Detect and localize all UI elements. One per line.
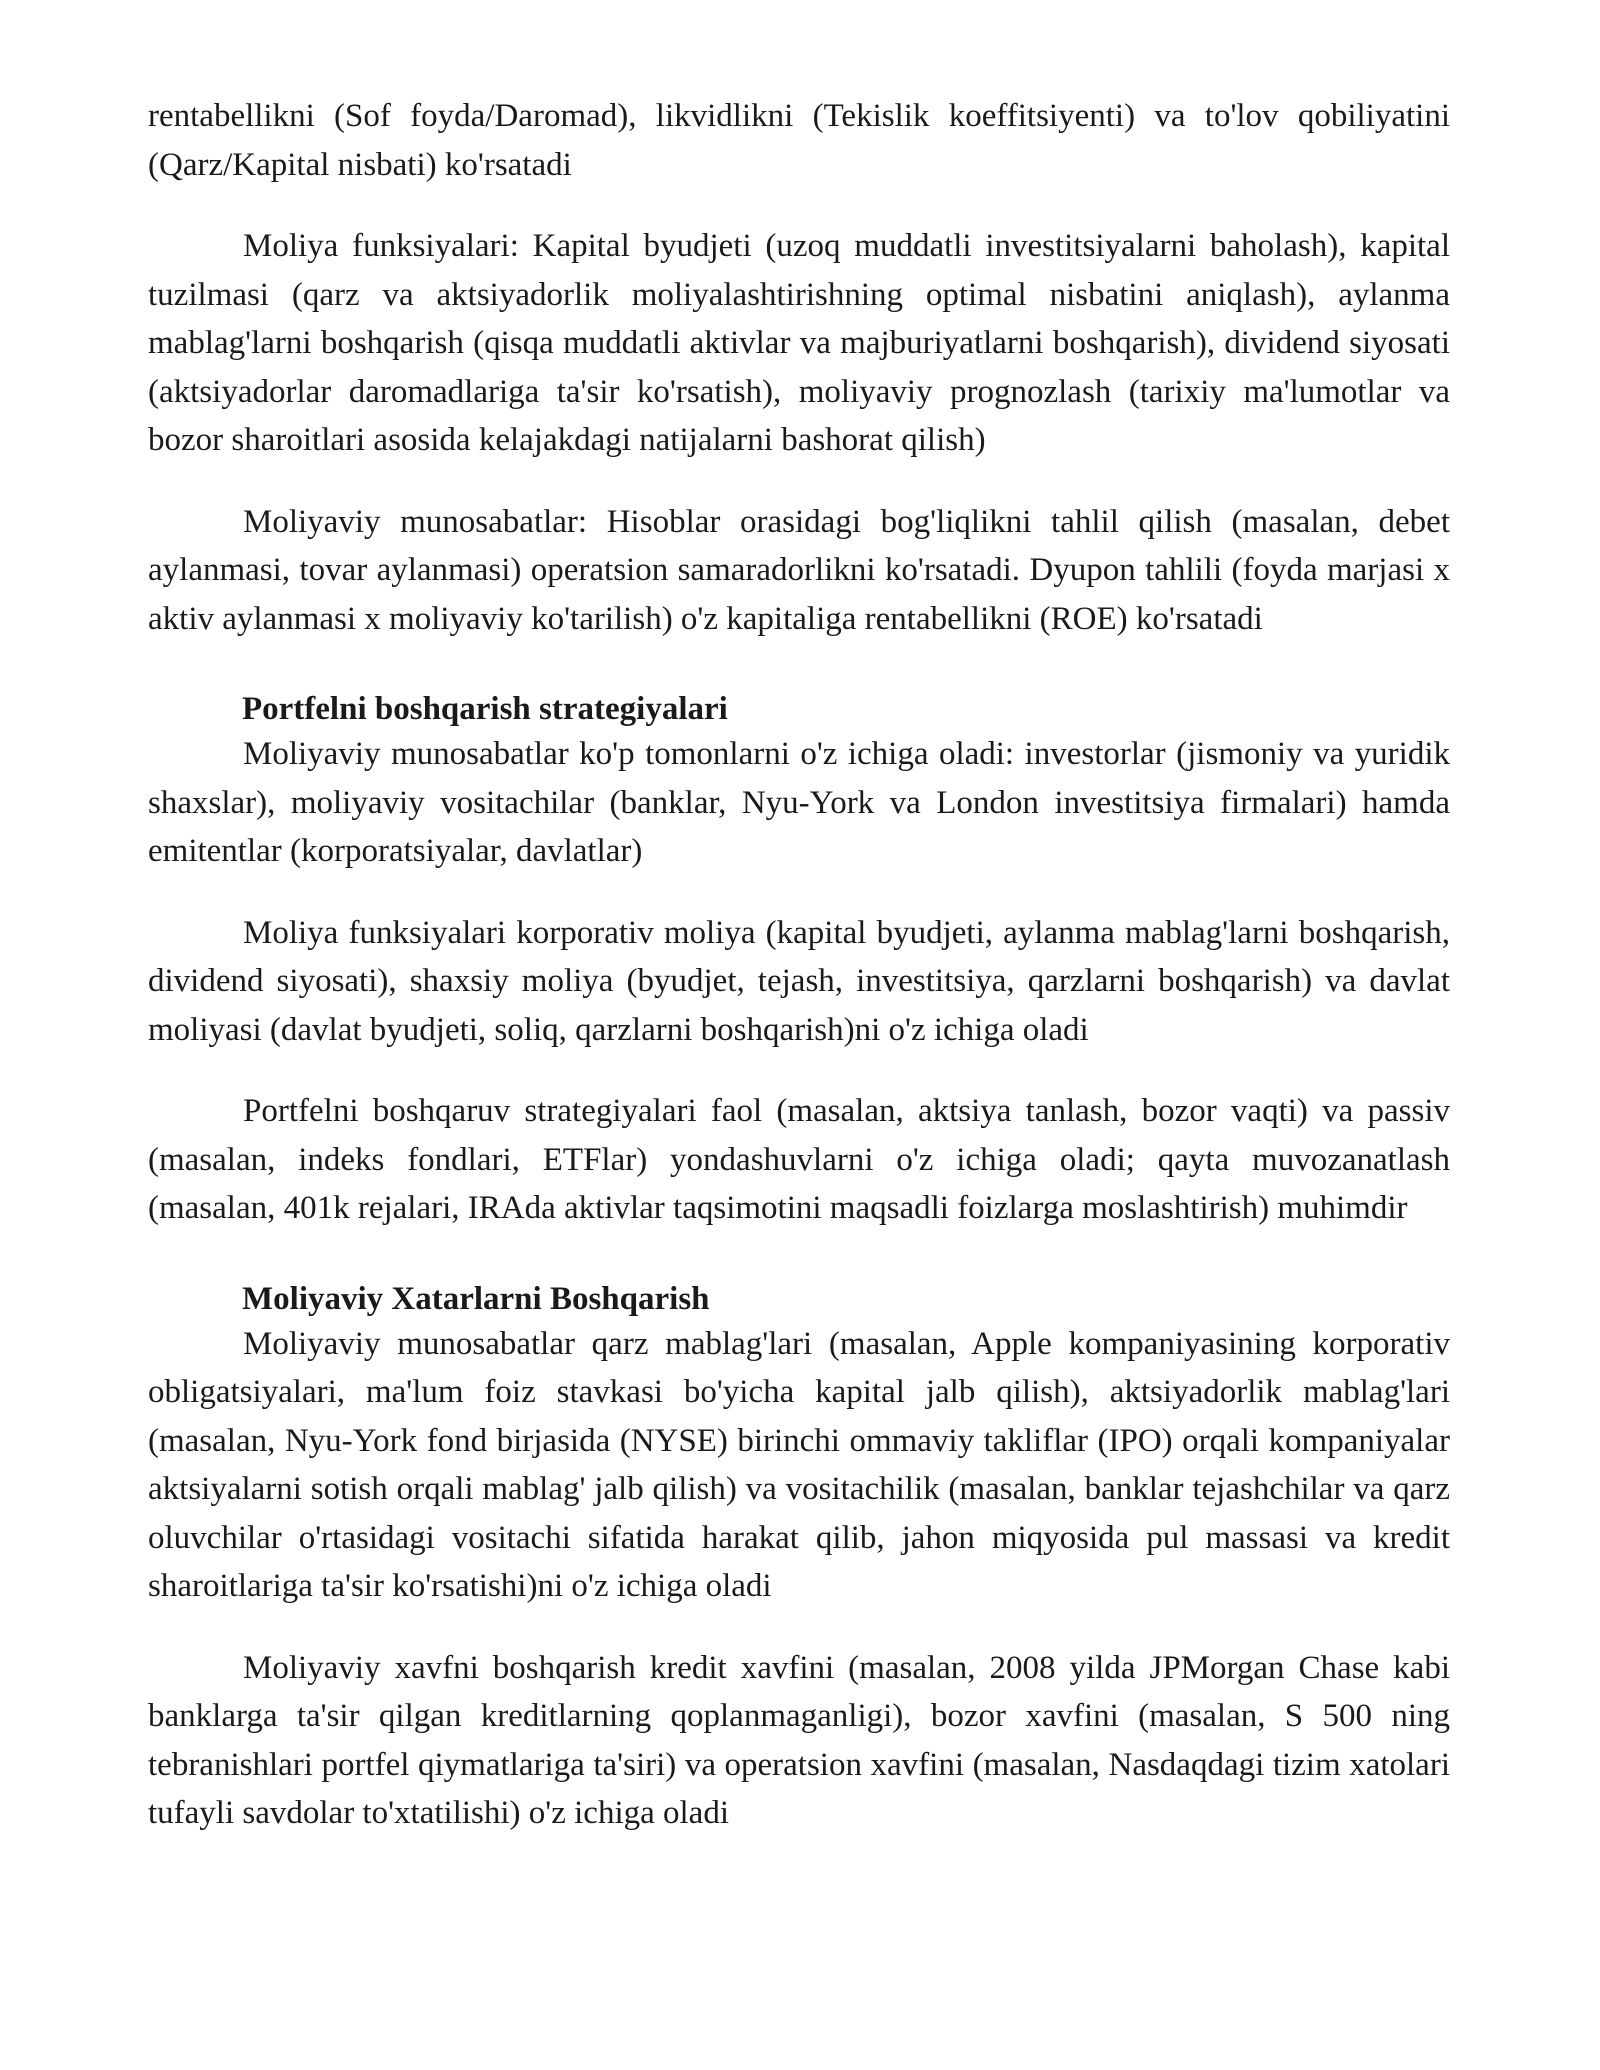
paragraph-continued: rentabellikni (Sof foyda/Daromad), likvidlikni (Tekislik koeffitsiyenti) va to'lov qobiliyatini (Qarz/Kapital nisbati) ko'rsatadi [148, 98, 1450, 183]
paragraph-portfolio-functions: Moliya funksiyalari korporativ moliya (kapital byudjeti, aylanma mablag'larni boshqarish, dividend siyosati), shaxsiy moliya (byudjet, tejash, investitsiya, qarzlarni boshqarish) va davlat moliyasi (davlat byudjeti, soliq, qarzlarni boshqarish)ni o'z ichiga oladi [148, 914, 1450, 1048]
paragraph-risk-funding: Moliyaviy munosabatlar qarz mablag'lari (masalan, Apple kompaniyasining korporativ obligatsiyalari, ma'lum foiz stavkasi bo'yicha kapital jalb qilish), aktsiyadorlik mablag'lari (masalan, Nyu-York fond birjasida (NYSE) birinchi ommaviy takliflar (IPO) orqali kompaniyalar aktsiyalarni sotish orqali mablag' jalb qilish) va vositachilik (masalan, banklar tejashchilar va qarz oluvchilar o'rtasidagi vositachi sifatida harakat qilib, jahon miqyosida pul massasi va kredit sharoitlariga ta'sir ko'rsatishi)ni o'z ichiga oladi [148, 1325, 1450, 1604]
paragraph-portfolio-strategies: Portfelni boshqaruv strategiyalari faol (masalan, aktsiya tanlash, bozor vaqti) va passiv (masalan, indeks fondlari, ETFlar) yondashuvlarni o'z ichiga oladi; qayta muvozanatlash (masalan, 401k rejalari, IRAda aktivlar taqsimotini maqsadli foizlarga moslashtirish) muhimdir [148, 1093, 1450, 1226]
paragraph-risk-types: Moliyaviy xavfni boshqarish kredit xavfini (masalan, 2008 yilda JPMorgan Chase kabi banklarga ta'sir qilgan kreditlarning qoplanmaganligi), bozor xavfini (masalan, S 500 ning tebranishlari portfel qiymatlariga ta'siri) va operatsion xavfini (masalan, Nasdaqdagi tizim xatolari tufayli savdolar to'xtatilishi) o'z ichiga oladi [148, 1649, 1450, 1831]
paragraph-finance-functions: Moliya funksiyalari: Kapital byudjeti (uzoq muddatli investitsiyalarni baholash), kapital tuzilmasi (qarz va aktsiyadorlik moliyalashtirishning optimal nisbatini aniqlash), aylanma mablag'larni boshqarish (qisqa muddatli aktivlar va majburiyatlarni boshqarish), dividend siyosati (aktsiyadorlar daromadlariga ta'sir ko'rsatish), moliyaviy prognozlash (tarixiy ma'lumotlar va bozor sharoitlari asosida kelajakdagi natijalarni bashorat qilish) [148, 228, 1450, 458]
section-heading-portfolio: Portfelni boshqarish strategiyalari [242, 691, 728, 727]
document-page [148, 92, 1450, 1871]
section-heading-risk: Moliyaviy Xatarlarni Boshqarish [242, 1280, 710, 1317]
paragraph-financial-relations: Moliyaviy munosabatlar: Hisoblar orasidagi bog'liqlikni tahlil qilish (masalan, debet aylanmasi, tovar aylanmasi) operatsion samaradorlikni ko'rsatadi. Dyupon tahlili (foyda marjasi x aktiv aylanmasi x moliyaviy ko'tarilish) o'z kapitaliga rentabellikni (ROE) ko'rsatadi [148, 503, 1450, 637]
paragraph-portfolio-parties: Moliyaviy munosabatlar ko'p tomonlarni o'z ichiga oladi: investorlar (jismoniy va yuridik shaxslar), moliyaviy vositachilar (banklar, Nyu-York va London investitsiya firmalari) hamda emitentlar (korporatsiyalar, davlatlar) [148, 736, 1450, 869]
